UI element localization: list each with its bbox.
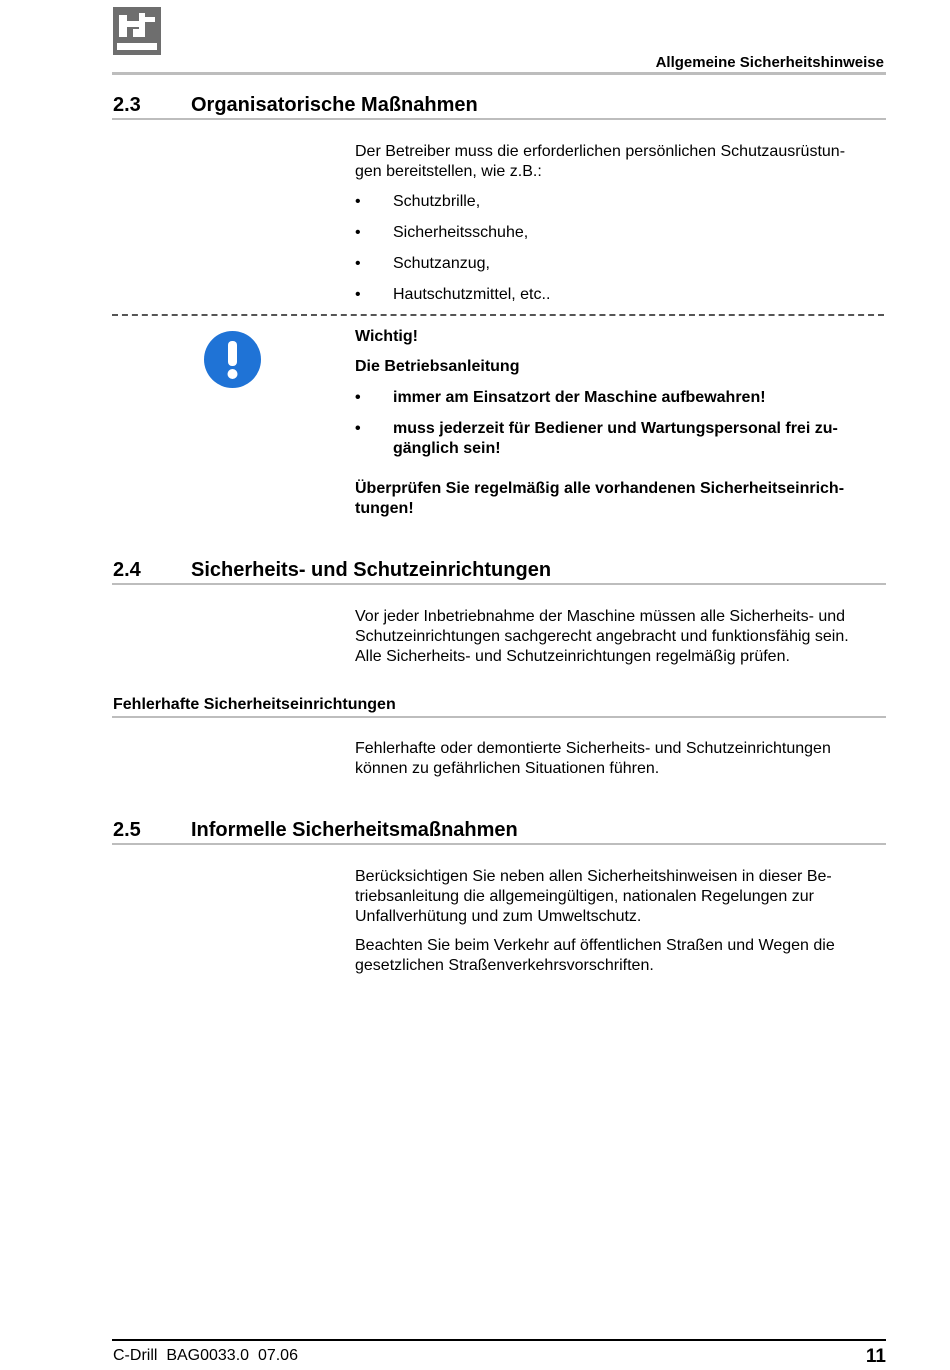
important-subheading: Die Betriebsanleitung — [355, 358, 520, 375]
check-notice: Überprüfen Sie regelmäßig alle vorhandenen Sicherheitseinrich- tungen! — [355, 480, 845, 517]
header-rule — [112, 72, 886, 75]
page-number: 11 — [865, 1346, 886, 1367]
section-number: 2.5 — [113, 819, 141, 841]
section-rule — [112, 843, 886, 845]
section-number: 2.3 — [113, 94, 141, 116]
list-item: • muss jederzeit für Bediener und Wartungspersonal frei zu- gänglich sein! — [355, 420, 838, 457]
section-rule — [112, 118, 886, 120]
section-number: 2.4 — [113, 559, 141, 581]
footer-doc-id: C-Drill BAG0033.0 07.06 — [113, 1347, 298, 1364]
running-header: Allgemeine Sicherheitshinweise — [655, 54, 884, 71]
section-2-4-paragraph: Vor jeder Inbetriebnahme der Maschine müssen alle Sicherheits- und Schutzeinrichtungen sachgerecht angebracht und funktionsfähig sein. Alle Sicherheits- und Schutzeinrichtungen regelmäßig prüfen. — [355, 608, 849, 665]
amazone-logo — [113, 7, 161, 55]
subsection-paragraph: Fehlerhafte oder demontierte Sicherheits- und Schutzeinrichtungen können zu gefährlichen Situationen führen. — [355, 740, 831, 777]
section-2-5-paragraph-1: Berücksichtigen Sie neben allen Sicherheitshinweisen in dieser Be- triebsanleitung die allgemeingültigen, nationalen Regelungen zur Unfallverhütung und zum Umweltschutz. — [355, 868, 832, 925]
exclamation-icon — [204, 331, 261, 388]
subsection-heading: Fehlerhafte Sicherheitseinrichtungen — [113, 696, 396, 713]
subsection-rule — [112, 716, 886, 718]
intro-paragraph: Der Betreiber muss die erforderlichen persönlichen Schutzausrüstun- gen bereitstellen, wie z.B.: — [355, 143, 846, 180]
dashed-divider — [112, 314, 884, 316]
important-heading: Wichtig! — [355, 328, 418, 345]
section-heading-2-5 — [113, 819, 518, 842]
section-rule — [112, 583, 886, 585]
footer-rule — [112, 1339, 886, 1341]
section-heading-2-3 — [113, 94, 478, 117]
section-heading-2-4 — [113, 559, 551, 582]
section-2-5-paragraph-2: Beachten Sie beim Verkehr auf öffentlichen Straßen und Wegen die gesetzlichen Straßenverkehrsvorschriften. — [355, 937, 835, 974]
section-title: Sicherheits- und Schutzeinrichtungen — [191, 559, 552, 581]
section-title: Informelle Sicherheitsmaßnahmen — [191, 819, 518, 841]
section-title: Organisatorische Maßnahmen — [191, 94, 478, 116]
